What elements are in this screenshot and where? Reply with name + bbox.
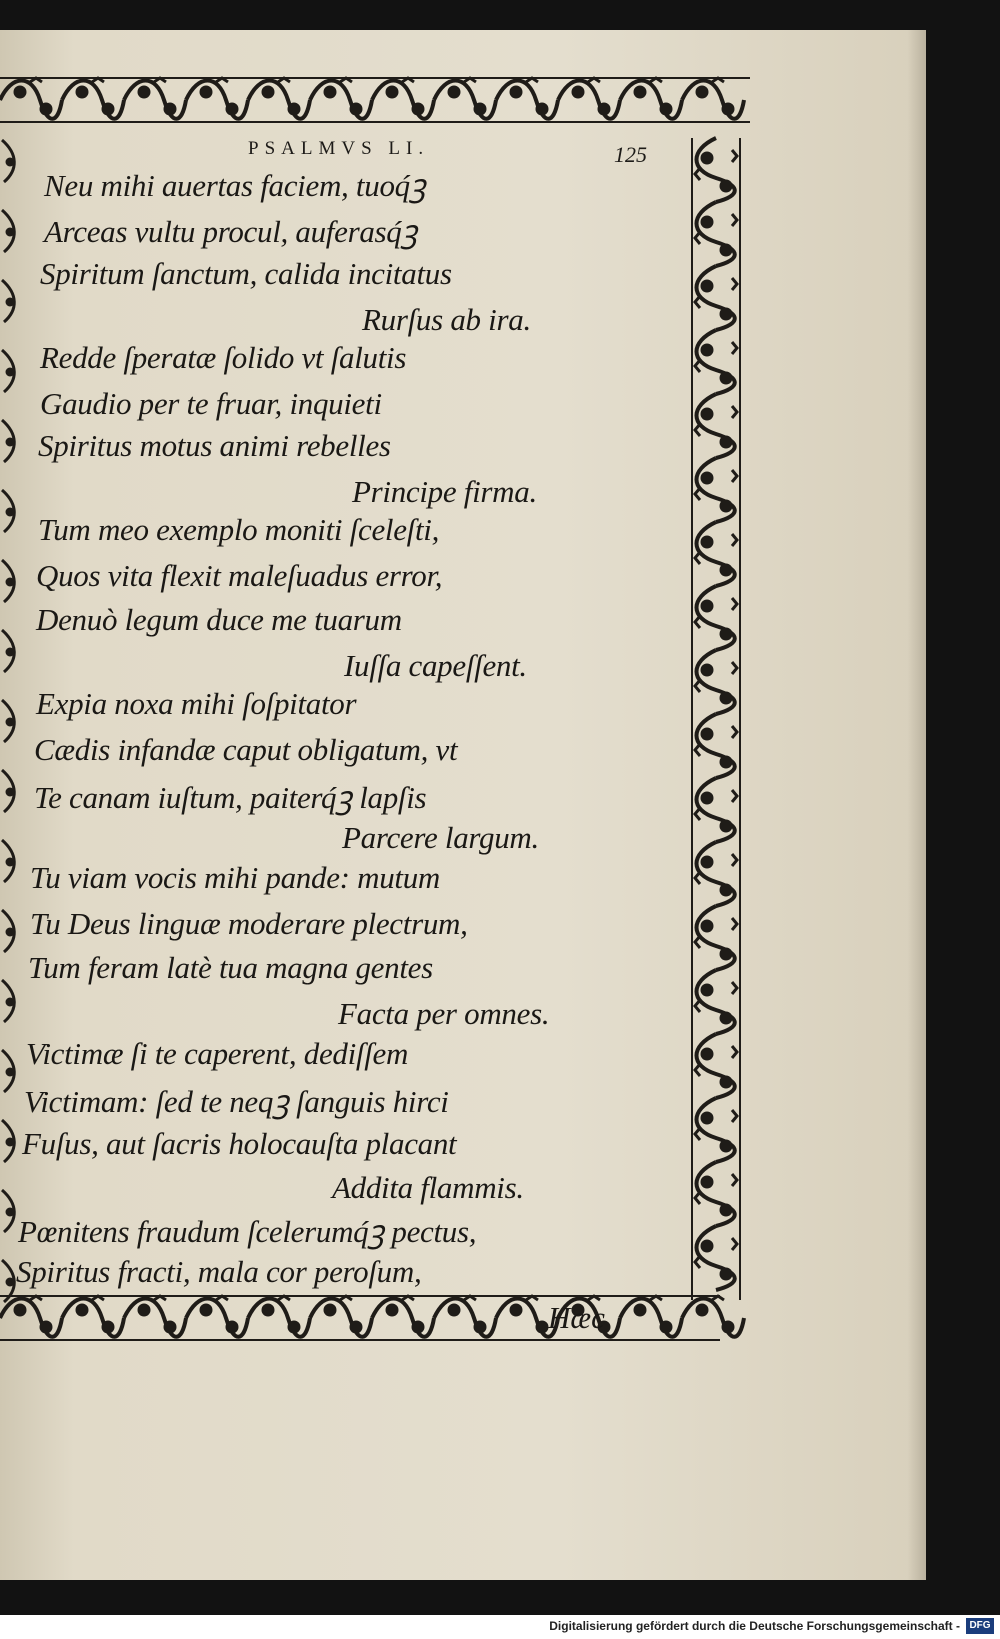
border-ornament [732, 598, 737, 610]
border-ornament [413, 1322, 423, 1332]
border-ornament [702, 665, 712, 675]
border-ornament [7, 159, 13, 165]
border-ornament [732, 726, 737, 738]
verse-line: Parcere largum. [342, 820, 539, 855]
verse-line: Te canam iuſtum, paiterq́ꝫ lapſis [34, 780, 427, 815]
border-ornament [695, 424, 700, 436]
border-ornament [697, 138, 735, 202]
border-ornament [721, 437, 731, 447]
border-ornament [695, 488, 700, 500]
border-ornament [721, 501, 731, 511]
border-ornament [449, 87, 459, 97]
border-ornament [732, 918, 737, 930]
border-ornament [310, 1299, 372, 1337]
border-ornament [62, 1299, 124, 1337]
border-ornament [248, 81, 310, 119]
verse-line: Spiritus motus animi rebelles [38, 428, 391, 463]
border-ornament [721, 1013, 731, 1023]
border-ornament [351, 1322, 361, 1332]
border-ornament [201, 87, 211, 97]
verse-line: Facta per omnes. [338, 996, 550, 1031]
border-ornament [702, 729, 712, 739]
border-ornament [697, 1305, 707, 1315]
border-ornament [721, 309, 731, 319]
border-ornament [537, 104, 547, 114]
border-ornament [387, 87, 397, 97]
border-ornament [702, 1113, 712, 1123]
verse-line: Spiritum ſanctum, calida incitatus [40, 256, 452, 291]
border-ornament [434, 81, 496, 119]
border-ornament [702, 857, 712, 867]
verse-line: Addita flammis. [332, 1170, 524, 1205]
border-ornament [387, 1305, 397, 1315]
border-ornament [201, 1305, 211, 1315]
border-ornament [496, 81, 558, 119]
border-ornament [511, 87, 521, 97]
border-ornament [62, 81, 124, 119]
border-ornament [695, 552, 700, 564]
border-ornament [702, 281, 712, 291]
border-ornament [697, 1162, 735, 1226]
running-head: PSALMVS LI. [248, 138, 430, 159]
border-ornament [721, 693, 731, 703]
border-ornament [682, 1299, 744, 1337]
border-ornament [620, 1299, 682, 1337]
border-ornament [7, 649, 13, 655]
footer-bar [0, 1615, 1000, 1639]
border-ornament [697, 906, 735, 970]
border-ornament [702, 473, 712, 483]
border-ornament [248, 1299, 310, 1337]
border-ornament [635, 1305, 645, 1315]
border-ornament [695, 1064, 700, 1076]
border-ornament [695, 1256, 700, 1268]
border-ornament [372, 81, 434, 119]
border-ornament [661, 1322, 671, 1332]
border-ornament [7, 299, 13, 305]
border-ornament [697, 202, 735, 266]
verse-line: Pœnitens fraudum ſcelerumq́ꝫ pectus, [18, 1214, 477, 1249]
border-ornament [289, 1322, 299, 1332]
border-ornament [0, 81, 62, 119]
border-ornament [475, 1322, 485, 1332]
verse-line: Principe firma. [352, 474, 537, 509]
border-ornament [695, 296, 700, 308]
border-ornament [732, 790, 737, 802]
border-ornament [702, 1241, 712, 1251]
border-ornament [732, 662, 737, 674]
verse-line: Arceas vultu procul, auferasq́ꝫ [44, 214, 418, 249]
border-ornament [697, 970, 735, 1034]
border-ornament [537, 1322, 547, 1332]
border-ornament [697, 778, 735, 842]
border-ornament [682, 81, 744, 119]
border-ornament [695, 360, 700, 372]
border-ornament [732, 534, 737, 546]
border-ornament [697, 87, 707, 97]
border-ornament [697, 522, 735, 586]
border-ornament [77, 87, 87, 97]
border-ornament [41, 1322, 51, 1332]
border-ornament [165, 104, 175, 114]
border-ornament [721, 245, 731, 255]
verse-line: Denuò legum duce me tuarum [36, 602, 402, 637]
border-ornament [310, 81, 372, 119]
border-ornament [7, 929, 13, 935]
border-ornament [695, 1128, 700, 1140]
border-ornament [702, 985, 712, 995]
border-ornament [41, 104, 51, 114]
verse-line: Quos vita flexit maleſuadus error, [36, 558, 443, 593]
border-ornament [695, 1000, 700, 1012]
border-ornament [721, 949, 731, 959]
border-ornament [263, 1305, 273, 1315]
border-ornament [702, 921, 712, 931]
border-ornament [186, 81, 248, 119]
border-ornament [573, 87, 583, 97]
verse-line: Rurſus ab ira. [362, 302, 531, 337]
border-ornament [732, 406, 737, 418]
verse-line: Tum feram latè tua magna gentes [28, 950, 433, 985]
border-ornament [697, 266, 735, 330]
border-ornament [702, 537, 712, 547]
border-ornament [695, 744, 700, 756]
border-ornament [77, 1305, 87, 1315]
page-number: 125 [614, 142, 647, 167]
dfg-logo: DFG [966, 1618, 994, 1634]
border-ornament [7, 719, 13, 725]
border-ornament [732, 854, 737, 866]
border-ornament [732, 1238, 737, 1250]
border-ornament [695, 1192, 700, 1204]
border-ornament [7, 1069, 13, 1075]
border-ornament [721, 181, 731, 191]
verse-line: Tu viam vocis mihi pande: mutum [30, 860, 441, 895]
border-ornament [721, 565, 731, 575]
border-ornament [599, 104, 609, 114]
border-ornament [721, 757, 731, 767]
border-ornament [413, 104, 423, 114]
border-ornament [697, 394, 735, 458]
border-ornament [558, 81, 620, 119]
digitization-credit: Digitalisierung gefördert durch die Deutsche Forschungsgemeinschaft - [549, 1619, 960, 1633]
border-ornament [721, 373, 731, 383]
border-ornament [124, 1299, 186, 1337]
border-ornament [697, 1226, 735, 1290]
border-ornament [721, 1077, 731, 1087]
border-ornament [721, 1269, 731, 1279]
border-ornament [103, 1322, 113, 1332]
border-ornament [7, 1209, 13, 1215]
border-ornament [7, 579, 13, 585]
border-ornament [697, 1034, 735, 1098]
border-ornament [732, 342, 737, 354]
verse-line: Spiritus fracti, mala cor peroſum, [16, 1254, 422, 1289]
border-ornament [721, 821, 731, 831]
verse-line: Neu mihi auertas faciem, tuoq́ꝫ [44, 168, 426, 203]
border-ornament [165, 1322, 175, 1332]
border-ornament [697, 842, 735, 906]
border-ornament [325, 87, 335, 97]
border-ornament [103, 104, 113, 114]
border-ornament [139, 87, 149, 97]
border-ornament [434, 1299, 496, 1337]
border-ornament [697, 458, 735, 522]
border-ornament [7, 999, 13, 1005]
border-ornament [661, 104, 671, 114]
border-ornament [702, 217, 712, 227]
catchword: Hæc [548, 1300, 605, 1335]
verse-line: Tum meo exemplo moniti ſceleſti, [38, 512, 440, 547]
verse-line: Victimam: ſed te neqꝫ ſanguis hirci [24, 1084, 449, 1119]
border-ornament [7, 859, 13, 865]
border-ornament [732, 982, 737, 994]
border-ornament [721, 1141, 731, 1151]
border-ornament [186, 1299, 248, 1337]
border-ornament [723, 1322, 733, 1332]
border-ornament [702, 1049, 712, 1059]
border-ornament [7, 509, 13, 515]
border-ornament [732, 470, 737, 482]
border-ornament [124, 81, 186, 119]
border-ornament [702, 409, 712, 419]
border-ornament [695, 616, 700, 628]
border-ornament [289, 104, 299, 114]
border-ornament [7, 789, 13, 795]
border-ornament [702, 1177, 712, 1187]
border-ornament [227, 104, 237, 114]
border-ornament [351, 104, 361, 114]
border-ornament [15, 1305, 25, 1315]
border-ornament [697, 586, 735, 650]
border-ornament [695, 168, 700, 180]
verse-line: Cædis infandæ caput obligatum, vt [34, 732, 458, 767]
border-ornament [15, 87, 25, 97]
border-ornament [697, 1098, 735, 1162]
border-ornament [227, 1322, 237, 1332]
border-ornament [7, 1279, 13, 1285]
border-ornament [702, 601, 712, 611]
border-ornament [721, 1205, 731, 1215]
border-ornament [732, 1110, 737, 1122]
verse-line: Expia noxa mihi ſoſpitator [36, 686, 357, 721]
border-ornament [139, 1305, 149, 1315]
border-ornament [635, 87, 645, 97]
border-ornament [721, 885, 731, 895]
border-ornament [695, 808, 700, 820]
border-ornament [695, 680, 700, 692]
border-ornament [721, 629, 731, 639]
border-ornament [702, 153, 712, 163]
verse-line: Victimæ ſi te caperent, dediſſem [26, 1036, 409, 1071]
border-ornament [702, 345, 712, 355]
verse-line: Tu Deus linguæ moderare plectrum, [30, 906, 468, 941]
border-ornament [695, 872, 700, 884]
border-ornament [697, 330, 735, 394]
verse-line: Gaudio per te fruar, inquieti [40, 386, 382, 421]
border-ornament [695, 232, 700, 244]
border-ornament [732, 278, 737, 290]
border-ornament [7, 369, 13, 375]
border-ornament [702, 793, 712, 803]
border-ornament [732, 150, 737, 162]
verse-line: Iuſſa capeſſent. [344, 648, 527, 683]
border-ornament [449, 1305, 459, 1315]
border-ornament [732, 1174, 737, 1186]
border-ornament [620, 81, 682, 119]
border-ornament [7, 1139, 13, 1145]
border-ornament [325, 1305, 335, 1315]
border-ornament [697, 650, 735, 714]
verse-line: Fuſus, aut ſacris holocauſta placant [22, 1126, 457, 1161]
border-ornament [695, 936, 700, 948]
border-ornament [697, 714, 735, 778]
border-ornament [372, 1299, 434, 1337]
border-ornament [7, 229, 13, 235]
border-ornament [511, 1305, 521, 1315]
border-ornament [7, 439, 13, 445]
border-ornament [0, 1299, 62, 1337]
border-ornament [732, 1046, 737, 1058]
border-ornament [732, 214, 737, 226]
border-ornament [263, 87, 273, 97]
verse-line: Redde ſperatæ ſolido vt ſalutis [40, 340, 407, 375]
border-ornament [475, 104, 485, 114]
border-ornament [723, 104, 733, 114]
